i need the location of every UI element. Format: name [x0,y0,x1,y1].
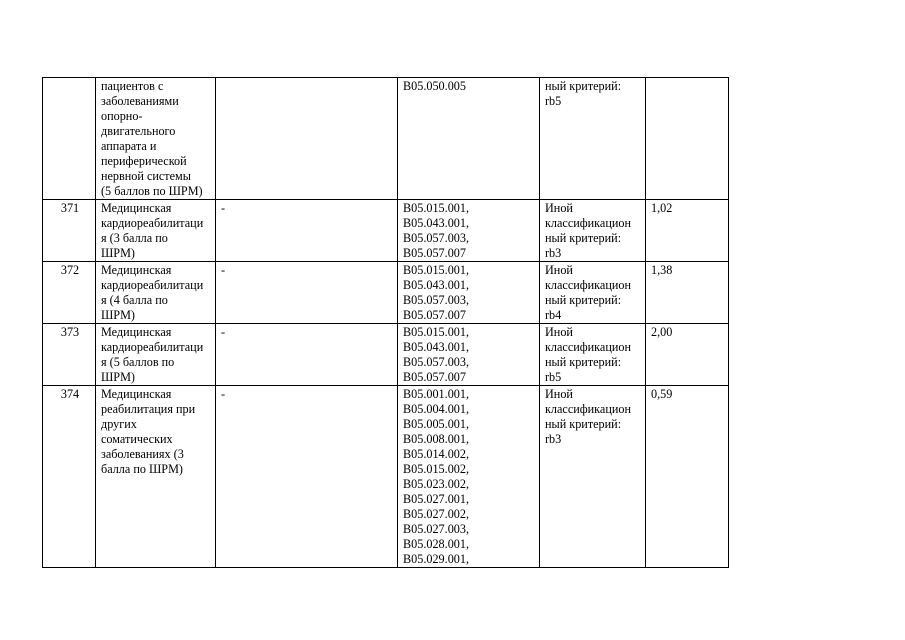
service-codes-cell-line: B05.027.003, [403,522,470,536]
name-cell-line: кардиореабилитаци [101,216,204,230]
row-number-cell [43,324,96,386]
col3-cell [216,386,398,568]
service-codes-cell-line: B05.029.001, [403,552,470,566]
criterion-cell-line: классификацион [545,278,631,292]
name-cell-line: реабилитация при [101,402,196,416]
criterion-cell-line: rb4 [545,308,562,322]
tariff-table [42,77,729,568]
service-codes-cell [398,200,540,262]
coefficient-cell-text: 2,00 [651,325,673,339]
name-cell-line: опорно- [101,109,143,123]
name-cell-line: нервной системы [101,169,191,183]
coefficient-cell [646,262,729,324]
name-cell-line: я (4 балла по [101,293,168,307]
criterion-cell-line: rb5 [545,370,562,384]
name-cell-line: двигательного [101,124,176,138]
criterion-cell-line: Иной [545,201,573,215]
col3-cell-text: - [221,201,226,215]
name-cell-line: ШРМ) [101,246,135,260]
criterion-cell-line: Иной [545,325,573,339]
criterion-cell-line: ный критерий: [545,417,622,431]
col3-cell [216,78,398,200]
name-cell-line: балла по ШРМ) [101,462,183,476]
name-cell [96,78,216,200]
service-codes-cell-line: B05.057.003, [403,231,470,245]
name-cell-line: заболеваниями [101,94,179,108]
name-cell-line: ШРМ) [101,370,135,384]
service-codes-cell-line: B05.004.001, [403,402,470,416]
service-codes-cell [398,386,540,568]
criterion-cell [540,324,646,386]
service-codes-cell-line: B05.005.001, [403,417,470,431]
service-codes-cell-line: B05.057.007 [403,246,466,260]
service-codes-cell-line: B05.028.001, [403,537,470,551]
criterion-cell [540,200,646,262]
coefficient-cell [646,386,729,568]
name-cell-line: аппарата и [101,139,157,153]
criterion-cell-line: ный критерий: [545,231,622,245]
name-cell [96,200,216,262]
name-cell-line: я (5 баллов по [101,355,175,369]
row-number-cell [43,200,96,262]
service-codes-cell-line: B05.057.007 [403,370,466,384]
service-codes-cell-line: B05.014.002, [403,447,470,461]
coefficient-cell [646,200,729,262]
service-codes-cell [398,324,540,386]
coefficient-cell [646,78,729,200]
name-cell-line: Медицинская [101,325,172,339]
name-cell-line: заболеваниях (3 [101,447,184,461]
criterion-cell-line: классификацион [545,402,631,416]
name-cell-line: периферической [101,154,187,168]
criterion-cell-line: ный критерий: [545,79,622,93]
service-codes-cell-line: B05.008.001, [403,432,470,446]
criterion-cell-line: ный критерий: [545,355,622,369]
criterion-cell-line: Иной [545,263,573,277]
service-codes-cell-line: B05.001.001, [403,387,470,401]
table-row [43,78,729,200]
row-number-cell [43,262,96,324]
service-codes-cell-line: B05.015.001, [403,263,470,277]
row-number-cell-text: 374 [60,387,80,401]
criterion-cell-line: классификацион [545,340,631,354]
name-cell [96,386,216,568]
row-number-cell-text: 371 [60,201,80,215]
service-codes-cell-line: B05.043.001, [403,278,470,292]
service-codes-cell-line: B05.015.001, [403,325,470,339]
row-number-cell-text: 373 [60,325,80,339]
col3-cell [216,324,398,386]
row-number-cell [43,78,96,200]
coefficient-cell [646,324,729,386]
service-codes-cell-line: B05.015.001, [403,201,470,215]
criterion-cell [540,262,646,324]
criterion-cell-line: rb5 [545,94,562,108]
table-row [43,200,729,262]
name-cell [96,324,216,386]
name-cell-line: кардиореабилитаци [101,278,204,292]
service-codes-cell-line: B05.015.002, [403,462,470,476]
service-codes-cell [398,78,540,200]
criterion-cell-line: rb3 [545,432,562,446]
name-cell-line: Медицинская [101,387,172,401]
name-cell-line: соматических [101,432,173,446]
criterion-cell [540,78,646,200]
name-cell-line: Медицинская [101,263,172,277]
name-cell-line: ШРМ) [101,308,135,322]
name-cell-line: Медицинская [101,201,172,215]
criterion-cell-line: ный критерий: [545,293,622,307]
name-cell [96,262,216,324]
criterion-cell-line: классификацион [545,216,631,230]
table-row [43,386,729,568]
name-cell-line: кардиореабилитаци [101,340,204,354]
service-codes-cell-line: B05.057.003, [403,355,470,369]
col3-cell-text: - [221,325,226,339]
service-codes-cell-line: B05.057.007 [403,308,466,322]
coefficient-cell-text: 0,59 [651,387,673,401]
table-row [43,262,729,324]
col3-cell-text: - [221,387,226,401]
criterion-cell-line: rb3 [545,246,562,260]
criterion-cell [540,386,646,568]
name-cell-line: пациентов с [101,79,164,93]
criterion-cell-line: Иной [545,387,573,401]
name-cell-line: других [101,417,137,431]
table-body [43,78,729,568]
row-number-cell-text: 372 [60,263,80,277]
table-row [43,324,729,386]
name-cell-line: я (3 балла по [101,231,168,245]
service-codes-cell-line: B05.027.001, [403,492,470,506]
service-codes-cell-line: B05.057.003, [403,293,470,307]
coefficient-cell-text: 1,02 [651,201,673,215]
service-codes-cell-line: B05.043.001, [403,340,470,354]
col3-cell-text: - [221,263,226,277]
service-codes-cell-line: B05.050.005 [403,79,466,93]
coefficient-cell-text: 1,38 [651,263,673,277]
col3-cell [216,200,398,262]
col3-cell [216,262,398,324]
row-number-cell [43,386,96,568]
service-codes-cell [398,262,540,324]
service-codes-cell-line: B05.043.001, [403,216,470,230]
service-codes-cell-line: B05.027.002, [403,507,470,521]
service-codes-cell-line: B05.023.002, [403,477,470,491]
name-cell-line: (5 баллов по ШРМ) [101,184,203,198]
